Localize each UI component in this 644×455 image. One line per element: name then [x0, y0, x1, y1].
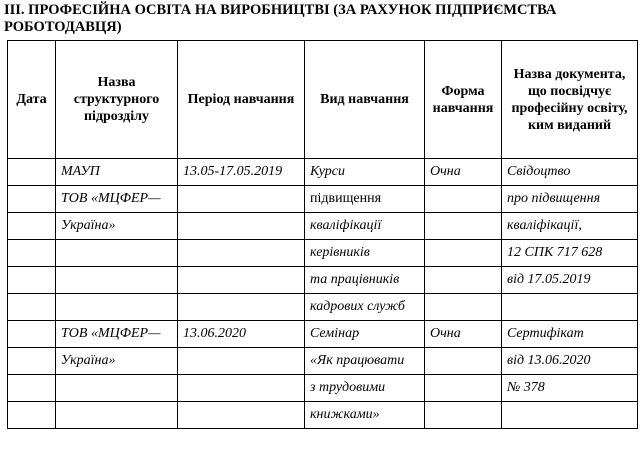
- cell-date: [8, 213, 56, 240]
- cell-training-type: Семінар: [305, 321, 425, 348]
- cell-period: [178, 294, 305, 321]
- cell-period: [178, 240, 305, 267]
- table-row: [8, 348, 638, 375]
- cell-document: від 13.06.2020: [502, 348, 638, 375]
- cell-document: [502, 402, 638, 429]
- cell-department: [56, 240, 178, 267]
- table-row: [8, 267, 638, 294]
- header-document: Назва документа, що посвідчує професійну освіту, ким виданий: [502, 41, 638, 159]
- cell-document: від 17.05.2019: [502, 267, 638, 294]
- cell-period: 13.05-17.05.2019: [178, 159, 305, 186]
- cell-period: [178, 186, 305, 213]
- cell-department: ТОВ «МЦФЕР—: [56, 321, 178, 348]
- header-training-form: Форма навчання: [425, 41, 502, 159]
- cell-department: [56, 267, 178, 294]
- table-row: [8, 402, 638, 429]
- header-row: [8, 41, 638, 159]
- cell-training-form: Очна: [425, 159, 502, 186]
- section-title: ІІІ. ПРОФЕСІЙНА ОСВІТА НА ВИРОБНИЦТВІ (ЗА РАХУНОК ПІДПРИЄМСТВА РОБОТОДАВЦЯ): [4, 2, 557, 35]
- cell-training-type: Курси: [305, 159, 425, 186]
- cell-department: ТОВ «МЦФЕР—: [56, 186, 178, 213]
- cell-date: [8, 348, 56, 375]
- cell-training-type: керівників: [305, 240, 425, 267]
- cell-department: Україна»: [56, 348, 178, 375]
- cell-training-type: з трудовими: [305, 375, 425, 402]
- cell-document: [502, 294, 638, 321]
- cell-department: [56, 402, 178, 429]
- table-row: [8, 321, 638, 348]
- cell-document: Свідоцтво: [502, 159, 638, 186]
- cell-department: [56, 375, 178, 402]
- cell-training-type: та працівників: [305, 267, 425, 294]
- cell-date: [8, 294, 56, 321]
- cell-date: [8, 375, 56, 402]
- cell-date: [8, 186, 56, 213]
- cell-training-form: [425, 402, 502, 429]
- cell-date: [8, 321, 56, 348]
- cell-document: кваліфікації,: [502, 213, 638, 240]
- cell-training-form: [425, 294, 502, 321]
- cell-document: про підвищення: [502, 186, 638, 213]
- table-row: [8, 213, 638, 240]
- table-row: [8, 294, 638, 321]
- cell-period: [178, 402, 305, 429]
- cell-period: [178, 213, 305, 240]
- table-row: [8, 375, 638, 402]
- cell-training-form: Очна: [425, 321, 502, 348]
- cell-department: [56, 294, 178, 321]
- table-row: [8, 159, 638, 186]
- cell-date: [8, 402, 56, 429]
- cell-training-form: [425, 348, 502, 375]
- cell-document: № 378: [502, 375, 638, 402]
- cell-period: 13.06.2020: [178, 321, 305, 348]
- cell-training-form: [425, 186, 502, 213]
- cell-date: [8, 240, 56, 267]
- cell-training-type: кваліфікації: [305, 213, 425, 240]
- cell-document: 12 СПК 717 628: [502, 240, 638, 267]
- cell-department: Україна»: [56, 213, 178, 240]
- table-row: [8, 240, 638, 267]
- cell-period: [178, 348, 305, 375]
- cell-date: [8, 159, 56, 186]
- cell-training-type: підвищення: [305, 186, 425, 213]
- header-date: Дата: [8, 41, 56, 159]
- cell-date: [8, 267, 56, 294]
- cell-training-form: [425, 267, 502, 294]
- cell-training-form: [425, 240, 502, 267]
- header-training-type: Вид навчання: [305, 41, 425, 159]
- cell-period: [178, 375, 305, 402]
- cell-document: Сертифікат: [502, 321, 638, 348]
- header-period: Період навчання: [178, 41, 305, 159]
- header-department: Назва структурного підрозділу: [56, 41, 178, 159]
- cell-training-form: [425, 213, 502, 240]
- cell-training-type: книжками»: [305, 402, 425, 429]
- professional-education-table: [7, 40, 638, 429]
- cell-training-type: «Як працювати: [305, 348, 425, 375]
- cell-department: МАУП: [56, 159, 178, 186]
- table-row: [8, 186, 638, 213]
- cell-training-form: [425, 375, 502, 402]
- cell-period: [178, 267, 305, 294]
- cell-training-type: кадрових служб: [305, 294, 425, 321]
